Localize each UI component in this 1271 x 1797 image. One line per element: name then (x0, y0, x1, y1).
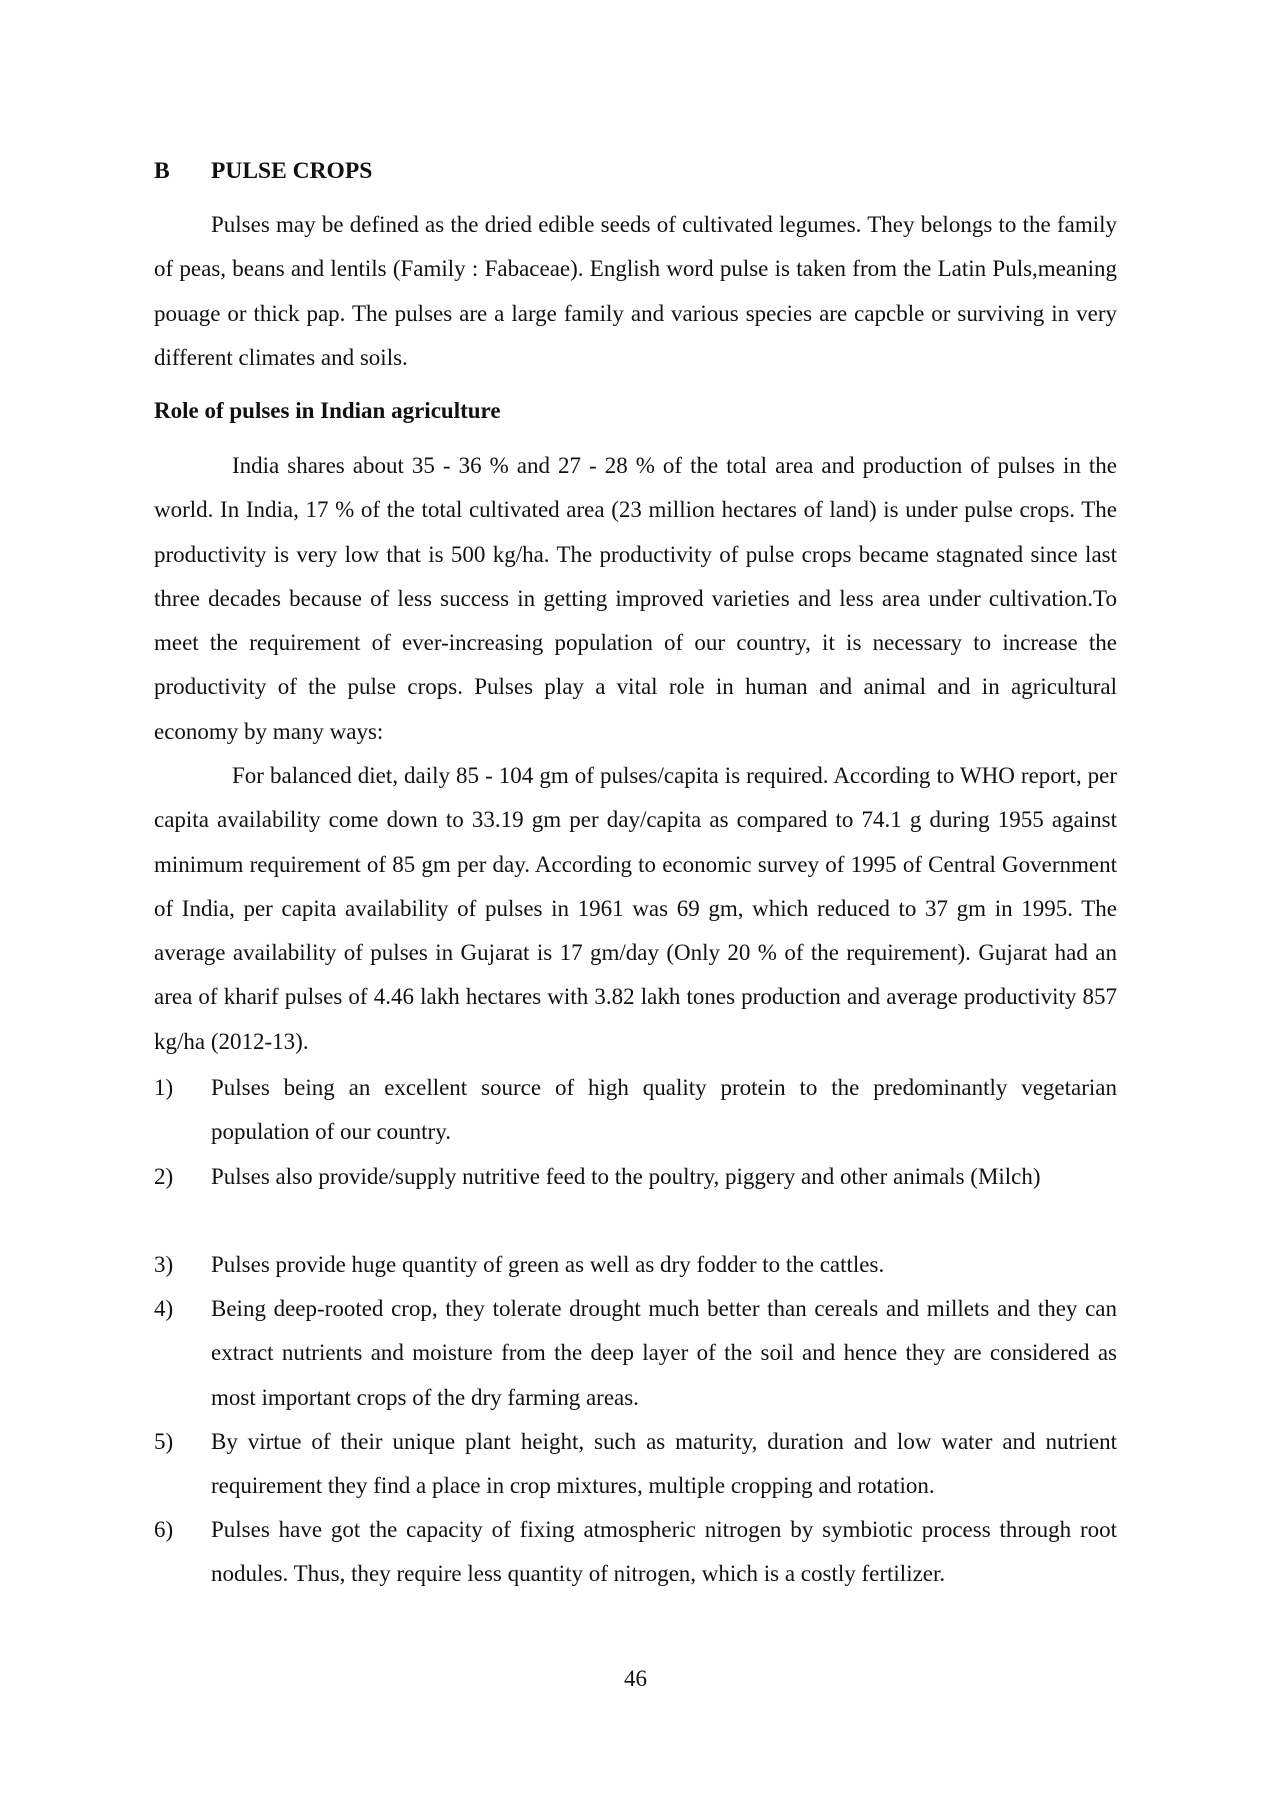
list-number: 6) (154, 1517, 174, 1542)
list-number: 5) (154, 1429, 174, 1454)
list-item (154, 1287, 1117, 1420)
subheading: Role of pulses in Indian agriculture (154, 398, 501, 423)
list-number: 3) (154, 1252, 174, 1277)
list-item (154, 1066, 1117, 1155)
list-number: 1) (154, 1075, 174, 1100)
list-item (154, 1155, 1117, 1199)
list-item (154, 1243, 1117, 1287)
paragraph-area-production: India shares about 35 - 36 % and 27 - 28 % of the total area and production of pulses in the world. In India, 17 % of the total cultivated area (23 million hectares of land) is under pulse crops. The productivity is very low that is 500 kg/ha. The productivity of pulse crops became stagnated since last three decades because of less success in getting improved varieties and less area under cultivation.To meet the requirement of ever-increasing population of our country, it is necessary to increase the productivity of the pulse crops. Pulses play a vital role in human and animal and in agricultural economy by many ways: (154, 453, 1117, 744)
list-text: Pulses being an excellent source of high quality protein to the predominantly vegetarian population of our country. (211, 1075, 1117, 1145)
list-item (154, 1420, 1117, 1509)
paragraph-balanced-diet: For balanced diet, daily 85 - 104 gm of pulses/capita is required. According to WHO report, per capita availability come down to 33.19 gm per day/capita as compared to 74.1 g during 1955 against minimum requirement of 85 gm per day. According to economic survey of 1995 of Central Government of India, per capita availability of pulses in 1961 was 69 gm, which reduced to 37 gm in 1995. The average availability of pulses in Gujarat is 17 gm/day (Only 20 % of the requirement). Gujarat had an area of kharif pulses of 4.46 lakh hectares with 3.82 lakh tones production and average productivity 857 kg/ha (2012-13). (154, 763, 1117, 1054)
list-text: Pulses have got the capacity of fixing atmospheric nitrogen by symbiotic process through root nodules. Thus, they require less quantity of nitrogen, which is a costly fertilizer. (211, 1517, 1117, 1587)
page-number: 46 (624, 1666, 647, 1691)
list-item (154, 1508, 1117, 1597)
list-number: 2) (154, 1164, 174, 1189)
list-number: 4) (154, 1296, 174, 1321)
list-text: Being deep-rooted crop, they tolerate drought much better than cereals and millets and they can extract nutrients and moisture from the deep layer of the soil and hence they are considered as most important crops of the dry farming areas. (211, 1296, 1117, 1410)
list-text: Pulses also provide/supply nutritive feed to the poultry, piggery and other animals (Milch) (211, 1164, 1041, 1189)
list-text: Pulses provide huge quantity of green as well as dry fodder to the cattles. (211, 1252, 885, 1277)
section-letter: B (154, 158, 170, 184)
section-title: PULSE CROPS (211, 158, 373, 184)
intro-paragraph: Pulses may be defined as the dried edible seeds of cultivated legumes. They belongs to the family of peas, beans and lentils (Family : Fabaceae). English word pulse is taken from the Latin Puls,meaning pouage or thick pap. The pulses are a large family and various species are capcble or surviving in very different climates and soils. (154, 212, 1117, 370)
list-text: By virtue of their unique plant height, such as maturity, duration and low water and nutrient requirement they find a place in crop mixtures, multiple cropping and rotation. (211, 1429, 1117, 1499)
